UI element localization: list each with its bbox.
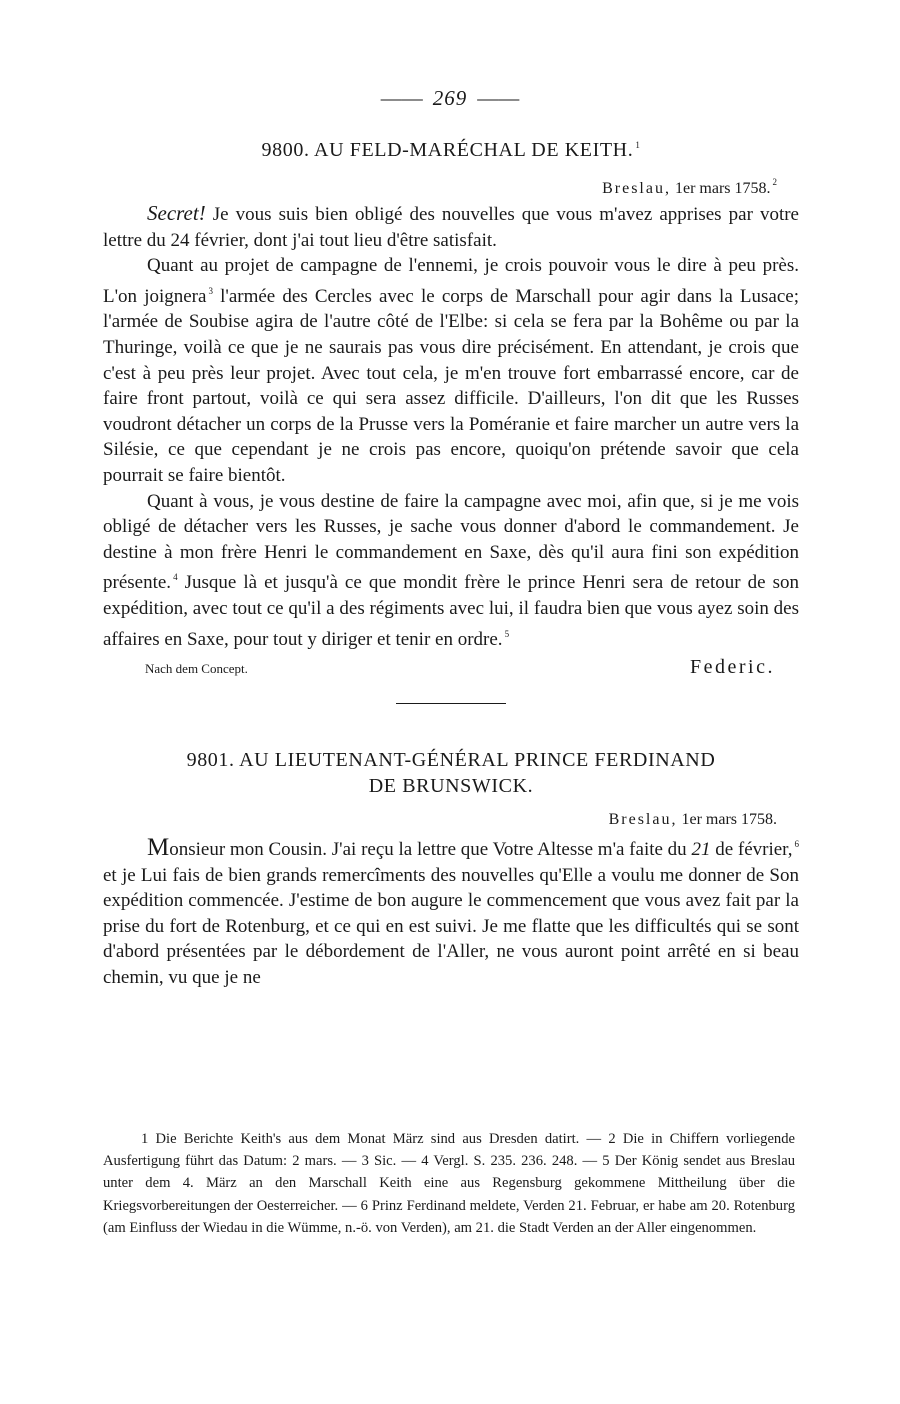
letter-9801 [103, 747, 799, 991]
letter-9800 [103, 132, 799, 679]
letter-paragraph [103, 201, 799, 253]
footnote-ref: 6 [794, 839, 799, 850]
initial-capital: M [147, 834, 170, 862]
paragraph-text: onsieur mon Cousin. J'ai reçu la lettre que Votre Altesse m'a faite du [169, 839, 692, 861]
footnote-ref: 3 [208, 285, 213, 296]
secret-mark: Secret! [147, 201, 206, 225]
footnote-ref: 4 [173, 572, 178, 583]
footnotes [103, 1128, 795, 1239]
dateline-date: 1er mars 1758. [674, 180, 771, 197]
letter-paragraph [103, 489, 799, 653]
paragraph-text: de février, [710, 839, 793, 861]
paragraph-text: Je vous suis bien obligé des nouvelles que vous m'avez apprises par votre lettre du 24 février, dont j'ai tout lieu d'être satisfait. [103, 204, 799, 251]
italic-day: 21 [691, 839, 711, 861]
top-spacer [103, 0, 799, 132]
dateline-place: Breslau, [608, 811, 678, 829]
paragraph-text: Quant au projet de campagne de l'ennemi, je crois pouvoir vous le dire à peu près. L'on joignera [103, 255, 799, 307]
letter-heading-line: DE BRUNSWICK. [368, 775, 534, 798]
footnote-ref: 5 [504, 628, 510, 639]
letter-paragraph [103, 253, 799, 488]
dateline [103, 177, 777, 198]
dateline [103, 811, 777, 829]
letter-paragraph [103, 832, 799, 991]
paragraph-text: l'armée des Cercles avec le corps de Marschall pour agir dans la Lusace; l'armée de Soubise agira de l'autre côté de l'Elbe: si cela se fera par la Bohême ou par la Thuringe, voilà ce que je ne saurais pas vous dire précisément. En attendant, je crois que c'est à peu près leur projet. Avec tout cela, je m'en trouve fort embarrassé encore, car de faire front partout, voilà ce qui sera assez difficile. D'ailleurs, l'on dit que les Russes voudront détacher un corps de la Prusse vers la Poméranie et faire marcher un autre vers la Silésie, ce que cependant je ne crois pas encore, quoiqu'on prétende savoir que cela pourrait se faire bientôt. [103, 285, 800, 486]
section-divider [396, 703, 506, 704]
paragraph-text: Jusque là et jusqu'à ce que mondit frère le prince Henri sera de retour de son expédition, avec tout ce qu'il a des régiments avec lui, il faudra bien que vous ayez soin des affaires en Saxe, pour tout y diriger et tenir en ordre. [103, 572, 799, 650]
dateline-place: Breslau, [602, 180, 671, 197]
letter-heading-text: 9800. AU FELD-MARÉCHAL DE KEITH. [261, 139, 634, 161]
running-head [0, 86, 900, 111]
footnote-text: 1 Die Berichte Keith's aus dem Monat März sind aus Dresden datirt. — 2 Die in Chiffern vorliegende Ausfertigung führt das Datum: 2 mars. — 3 Sic. — 4 Vergl. S. 235. 236. 248. — 5 Der König sendet aus Breslau unter dem 4. März an den Marschall Keith eine aus Regensburg gekommene Mittheilung über die Kriegsvorbereitungen der Oesterreicher. — 6 Prinz Ferdinand meldete, Verden 21. Februar, er habe am 20. Rotenburg (am Einfluss der Wiedau in die Wümme, n.-ö. von Verden), am 21. die Stadt Verden an der Aller eingenommen. [103, 1131, 795, 1236]
footnote-ref: 2 [772, 177, 777, 187]
signature: Federic. [690, 656, 775, 679]
running-head-dash-right: —— [477, 86, 520, 110]
page-number: 269 [432, 86, 468, 110]
letter-heading-line: 9801. AU LIEUTENANT-GÉNÉRAL PRINCE FERDINAND [186, 749, 716, 772]
paragraph-text: et je Lui fais de bien grands remercîments des nouvelles qu'Elle a voulu me donner de Son expédition commencée. J'estime de bon augure le commencement que vous avez fait par la prise du fort de Rotenburg, et ce qui en est suivi. Je me flatte que les difficultés qui se sont d'abord présentées par le débordement de l'Aller, ne vous auront point arrêté en si beau chemin, vu que je ne [103, 864, 799, 989]
letter-footer [103, 656, 799, 679]
letter-heading [103, 747, 799, 799]
paragraph-text: Quant à vous, je vous destine de faire la campagne avec moi, afin que, si je me vois obligé de détacher vers les Russes, je sache vous donner d'abord le commandement. Je destine à mon frère Henri le commandement en Saxe, dès qu'il aura fini son expédition présente. [103, 490, 799, 594]
running-head-dash-left: —— [380, 86, 423, 110]
dateline-date: 1er mars 1758. [681, 811, 777, 829]
letter-heading [103, 132, 799, 163]
source-note: Nach dem Concept. [145, 661, 248, 677]
footnote-ref: 1 [635, 140, 641, 150]
